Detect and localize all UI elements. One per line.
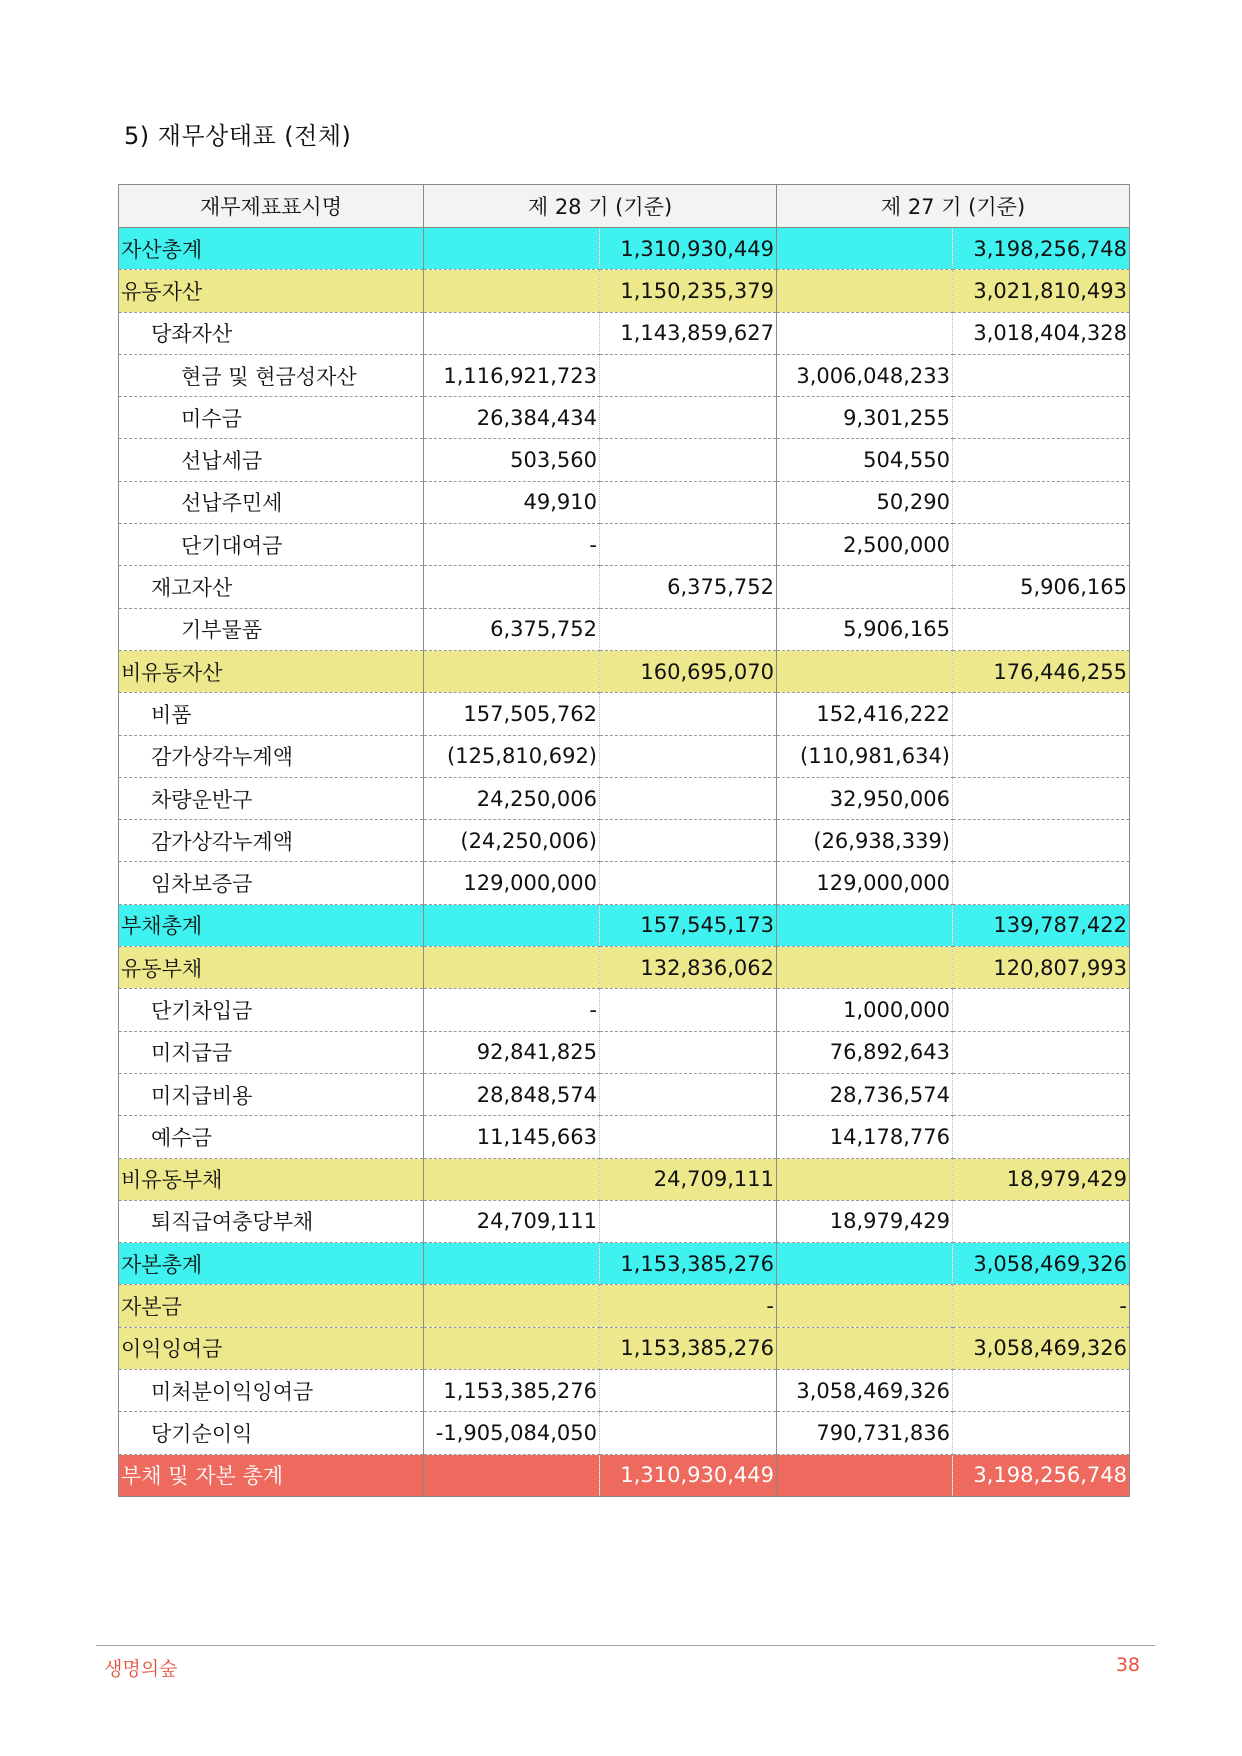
amount-cell: 11,145,663	[424, 1116, 600, 1158]
account-name-cell: 선납세금	[119, 439, 424, 481]
account-name-cell: 감가상각누계액	[119, 735, 424, 777]
amount-cell: 14,178,776	[777, 1116, 953, 1158]
table-row	[119, 1370, 1130, 1412]
amount-cell: 1,153,385,276	[600, 1243, 777, 1285]
amount-cell	[600, 1031, 777, 1073]
table-row	[119, 650, 1130, 692]
account-name-cell: 자본총계	[119, 1243, 424, 1285]
account-name-cell: 이익잉여금	[119, 1327, 424, 1369]
amount-cell	[424, 1327, 600, 1369]
amount-cell: 50,290	[777, 481, 953, 523]
amount-cell: 3,198,256,748	[953, 1454, 1130, 1496]
amount-cell	[953, 524, 1130, 566]
amount-cell: (110,981,634)	[777, 735, 953, 777]
amount-cell	[953, 989, 1130, 1031]
table-row	[119, 1285, 1130, 1327]
account-name-cell: 퇴직급여충당부채	[119, 1200, 424, 1242]
amount-cell: 1,153,385,276	[424, 1370, 600, 1412]
table-row	[119, 439, 1130, 481]
amount-cell	[953, 1200, 1130, 1242]
amount-cell: (125,810,692)	[424, 735, 600, 777]
amount-cell: 49,910	[424, 481, 600, 523]
table-row	[119, 608, 1130, 650]
amount-cell: 3,018,404,328	[953, 312, 1130, 354]
table-row	[119, 820, 1130, 862]
amount-cell	[777, 1327, 953, 1369]
account-name-cell: 기부물품	[119, 608, 424, 650]
account-name-cell: 재고자산	[119, 566, 424, 608]
amount-cell	[777, 1243, 953, 1285]
amount-cell	[953, 693, 1130, 735]
table-row	[119, 270, 1130, 312]
amount-cell	[777, 1158, 953, 1200]
account-name-cell: 자산총계	[119, 228, 424, 270]
table-row	[119, 1454, 1130, 1496]
amount-cell	[600, 820, 777, 862]
amount-cell: (26,938,339)	[777, 820, 953, 862]
amount-cell	[600, 439, 777, 481]
amount-cell: 139,787,422	[953, 904, 1130, 946]
account-name-cell: 선납주민세	[119, 481, 424, 523]
footer-divider	[96, 1645, 1155, 1646]
amount-cell	[953, 820, 1130, 862]
table-row	[119, 1327, 1130, 1369]
header-period-27: 제 27 기 (기준)	[777, 185, 1130, 228]
table-row	[119, 1031, 1130, 1073]
amount-cell	[777, 270, 953, 312]
amount-cell	[953, 1412, 1130, 1454]
amount-cell	[777, 312, 953, 354]
table-row	[119, 1158, 1130, 1200]
account-name-cell: 미수금	[119, 397, 424, 439]
amount-cell	[953, 608, 1130, 650]
amount-cell: 176,446,255	[953, 650, 1130, 692]
account-name-cell: 단기대여금	[119, 524, 424, 566]
amount-cell: 32,950,006	[777, 777, 953, 819]
amount-cell	[600, 693, 777, 735]
amount-cell: 3,198,256,748	[953, 228, 1130, 270]
table-row	[119, 566, 1130, 608]
amount-cell: 3,058,469,326	[777, 1370, 953, 1412]
amount-cell	[953, 397, 1130, 439]
amount-cell	[600, 1116, 777, 1158]
table-row	[119, 989, 1130, 1031]
amount-cell	[600, 1370, 777, 1412]
account-name-cell: 비유동부채	[119, 1158, 424, 1200]
amount-cell: 3,058,469,326	[953, 1243, 1130, 1285]
amount-cell: 157,505,762	[424, 693, 600, 735]
table-row	[119, 693, 1130, 735]
account-name-cell: 자본금	[119, 1285, 424, 1327]
amount-cell: -	[953, 1285, 1130, 1327]
amount-cell: 1,150,235,379	[600, 270, 777, 312]
amount-cell	[424, 904, 600, 946]
table-header-row	[119, 185, 1130, 228]
amount-cell: 160,695,070	[600, 650, 777, 692]
table-row	[119, 228, 1130, 270]
table-row	[119, 735, 1130, 777]
amount-cell: 2,500,000	[777, 524, 953, 566]
account-name-cell: 현금 및 현금성자산	[119, 354, 424, 396]
header-period-28: 제 28 기 (기준)	[424, 185, 777, 228]
amount-cell: 152,416,222	[777, 693, 953, 735]
account-name-cell: 미처분이익잉여금	[119, 1370, 424, 1412]
amount-cell	[777, 947, 953, 989]
amount-cell	[424, 312, 600, 354]
table-row	[119, 1073, 1130, 1115]
amount-cell: 76,892,643	[777, 1031, 953, 1073]
table-row	[119, 354, 1130, 396]
amount-cell	[600, 524, 777, 566]
amount-cell: 6,375,752	[600, 566, 777, 608]
account-name-cell: 임차보증금	[119, 862, 424, 904]
amount-cell	[777, 904, 953, 946]
amount-cell: 129,000,000	[777, 862, 953, 904]
header-account-name: 재무제표표시명	[119, 185, 424, 228]
amount-cell: 1,000,000	[777, 989, 953, 1031]
amount-cell: 1,310,930,449	[600, 1454, 777, 1496]
account-name-cell: 차량운반구	[119, 777, 424, 819]
amount-cell	[777, 566, 953, 608]
amount-cell: 24,709,111	[600, 1158, 777, 1200]
amount-cell: 3,021,810,493	[953, 270, 1130, 312]
amount-cell: -	[424, 524, 600, 566]
table-row	[119, 1243, 1130, 1285]
amount-cell	[777, 1285, 953, 1327]
amount-cell	[600, 1412, 777, 1454]
account-name-cell: 당기순이익	[119, 1412, 424, 1454]
financial-statement-table	[118, 184, 1130, 1497]
table-body	[119, 228, 1130, 1497]
amount-cell	[953, 481, 1130, 523]
account-name-cell: 당좌자산	[119, 312, 424, 354]
amount-cell: 24,709,111	[424, 1200, 600, 1242]
account-name-cell: 감가상각누계액	[119, 820, 424, 862]
amount-cell: 6,375,752	[424, 608, 600, 650]
amount-cell	[777, 650, 953, 692]
amount-cell	[424, 1243, 600, 1285]
amount-cell: 92,841,825	[424, 1031, 600, 1073]
amount-cell	[600, 354, 777, 396]
amount-cell	[953, 354, 1130, 396]
amount-cell	[600, 481, 777, 523]
amount-cell: 24,250,006	[424, 777, 600, 819]
account-name-cell: 부채 및 자본 총계	[119, 1454, 424, 1496]
amount-cell: 18,979,429	[777, 1200, 953, 1242]
amount-cell	[424, 566, 600, 608]
account-name-cell: 부채총계	[119, 904, 424, 946]
amount-cell	[600, 989, 777, 1031]
table-row	[119, 524, 1130, 566]
amount-cell	[600, 777, 777, 819]
table-row	[119, 1412, 1130, 1454]
amount-cell	[424, 1158, 600, 1200]
amount-cell	[953, 1073, 1130, 1115]
amount-cell: 28,736,574	[777, 1073, 953, 1115]
amount-cell	[600, 608, 777, 650]
amount-cell: 3,058,469,326	[953, 1327, 1130, 1369]
amount-cell	[600, 1073, 777, 1115]
amount-cell: -	[424, 989, 600, 1031]
amount-cell	[777, 228, 953, 270]
table-row	[119, 777, 1130, 819]
account-name-cell: 예수금	[119, 1116, 424, 1158]
amount-cell	[424, 1285, 600, 1327]
amount-cell	[777, 1454, 953, 1496]
account-name-cell: 유동자산	[119, 270, 424, 312]
amount-cell	[600, 397, 777, 439]
amount-cell: 26,384,434	[424, 397, 600, 439]
amount-cell	[953, 735, 1130, 777]
amount-cell	[424, 947, 600, 989]
table-row	[119, 1116, 1130, 1158]
table-row	[119, 397, 1130, 439]
amount-cell: -1,905,084,050	[424, 1412, 600, 1454]
amount-cell: 504,550	[777, 439, 953, 481]
amount-cell	[953, 1116, 1130, 1158]
table-row	[119, 904, 1130, 946]
amount-cell	[600, 1200, 777, 1242]
amount-cell: 120,807,993	[953, 947, 1130, 989]
table-row	[119, 862, 1130, 904]
amount-cell	[953, 777, 1130, 819]
amount-cell: 1,143,859,627	[600, 312, 777, 354]
account-name-cell: 미지급비용	[119, 1073, 424, 1115]
account-name-cell: 비품	[119, 693, 424, 735]
amount-cell: 18,979,429	[953, 1158, 1130, 1200]
amount-cell: (24,250,006)	[424, 820, 600, 862]
amount-cell: 1,116,921,723	[424, 354, 600, 396]
account-name-cell: 단기차입금	[119, 989, 424, 1031]
amount-cell: 132,836,062	[600, 947, 777, 989]
amount-cell	[953, 439, 1130, 481]
amount-cell	[600, 862, 777, 904]
amount-cell	[953, 1370, 1130, 1412]
amount-cell	[600, 735, 777, 777]
account-name-cell: 비유동자산	[119, 650, 424, 692]
account-name-cell: 유동부채	[119, 947, 424, 989]
amount-cell	[953, 862, 1130, 904]
amount-cell	[424, 650, 600, 692]
amount-cell: 3,006,048,233	[777, 354, 953, 396]
amount-cell: 129,000,000	[424, 862, 600, 904]
amount-cell	[424, 270, 600, 312]
amount-cell: 790,731,836	[777, 1412, 953, 1454]
amount-cell	[424, 1454, 600, 1496]
table-row	[119, 481, 1130, 523]
amount-cell: 5,906,165	[953, 566, 1130, 608]
account-name-cell: 미지급금	[119, 1031, 424, 1073]
amount-cell	[953, 1031, 1130, 1073]
table-row	[119, 1200, 1130, 1242]
amount-cell: 157,545,173	[600, 904, 777, 946]
amount-cell: -	[600, 1285, 777, 1327]
amount-cell: 9,301,255	[777, 397, 953, 439]
table-row	[119, 312, 1130, 354]
section-title: 5) 재무상태표 (전체)	[124, 122, 352, 150]
amount-cell	[424, 228, 600, 270]
amount-cell: 28,848,574	[424, 1073, 600, 1115]
amount-cell: 1,153,385,276	[600, 1327, 777, 1369]
table-row	[119, 947, 1130, 989]
page-number: 38	[1115, 1654, 1140, 1676]
footer-organization: 생명의숲	[104, 1658, 178, 1680]
amount-cell: 1,310,930,449	[600, 228, 777, 270]
amount-cell: 5,906,165	[777, 608, 953, 650]
amount-cell: 503,560	[424, 439, 600, 481]
